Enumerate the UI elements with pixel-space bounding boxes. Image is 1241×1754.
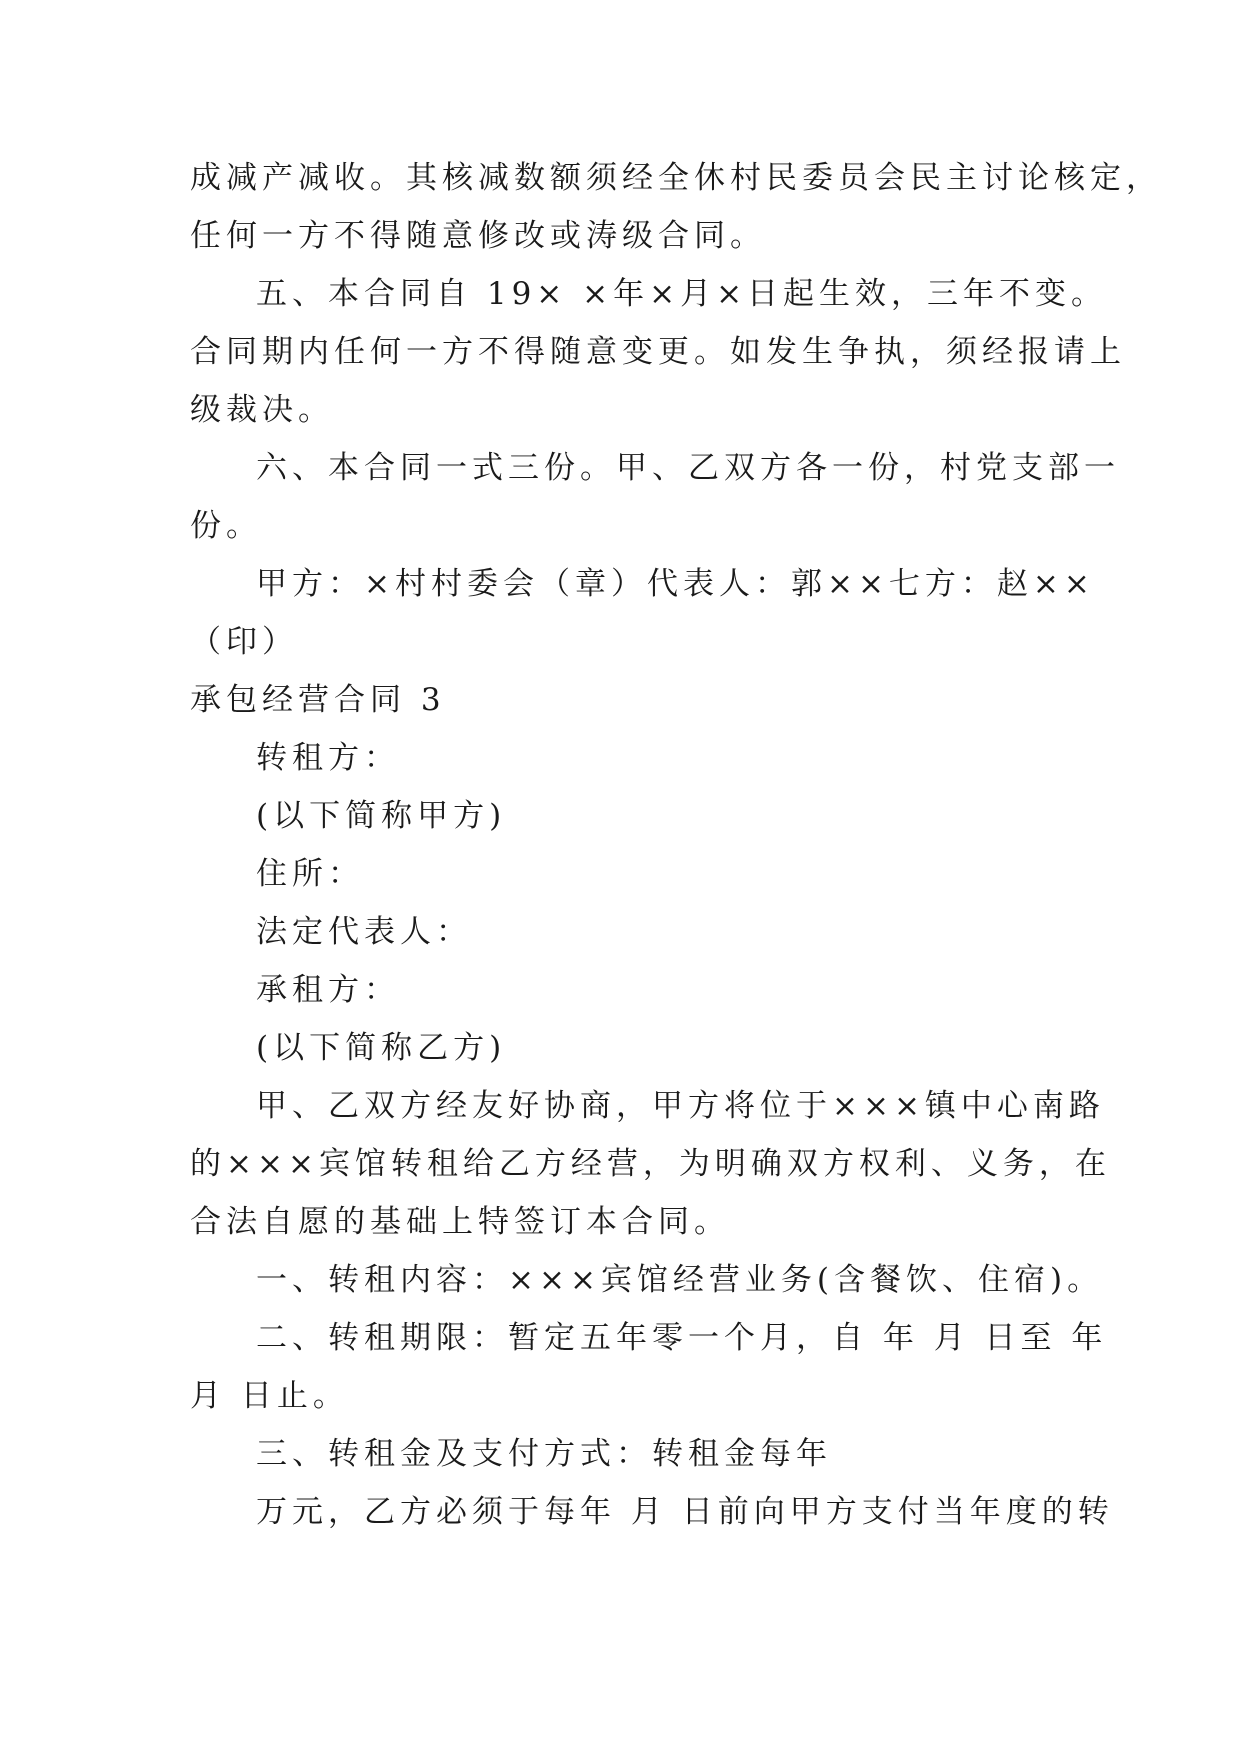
text-line: 成减产减收。其核减数额须经全休村民委员会民主讨论核定，	[190, 160, 1162, 196]
text-line: 六、本合同一式三份。甲、乙双方各一份，村党支部一	[256, 450, 1120, 486]
section-heading: 承包经营合同 3	[190, 682, 446, 718]
text-line: 任何一方不得随意修改或涛级合同。	[190, 218, 766, 254]
text-line: 级裁决。	[190, 392, 334, 428]
text-line: 的×××宾馆转租给乙方经营，为明确双方权利、义务，在	[190, 1146, 1111, 1182]
text-line: 甲、乙双方经友好协商，甲方将位于×××镇中心南路	[256, 1088, 1105, 1124]
text-line: 万元，乙方必须于每年 月 日前向甲方支付当年度的转	[256, 1494, 1114, 1530]
text-line: (以下简称甲方)	[256, 798, 507, 834]
text-line: 份。	[190, 508, 262, 544]
text-line: 甲方：×村村委会（章）代表人：郭××七方：赵××	[256, 566, 1095, 602]
text-line: 转租方：	[256, 740, 400, 776]
text-line: 合法自愿的基础上特签订本合同。	[190, 1204, 730, 1240]
text-line: （印）	[190, 624, 298, 660]
text-line: 二、转租期限：暂定五年零一个月，自 年 月 日至 年	[256, 1320, 1108, 1356]
text-line: 三、转租金及支付方式：转租金每年	[256, 1436, 832, 1472]
text-line: 一、转租内容：×××宾馆经营业务(含餐饮、住宿)。	[256, 1262, 1104, 1298]
text-line: 合同期内任何一方不得随意变更。如发生争执，须经报请上	[190, 334, 1126, 370]
text-line: 月 日止。	[190, 1378, 349, 1414]
text-line: 住所：	[256, 856, 364, 892]
text-line: (以下简称乙方)	[256, 1030, 507, 1066]
text-line: 五、本合同自 19× ×年×月×日起生效，三年不变。	[256, 276, 1108, 312]
text-line: 承租方：	[256, 972, 400, 1008]
text-line: 法定代表人：	[256, 914, 472, 950]
